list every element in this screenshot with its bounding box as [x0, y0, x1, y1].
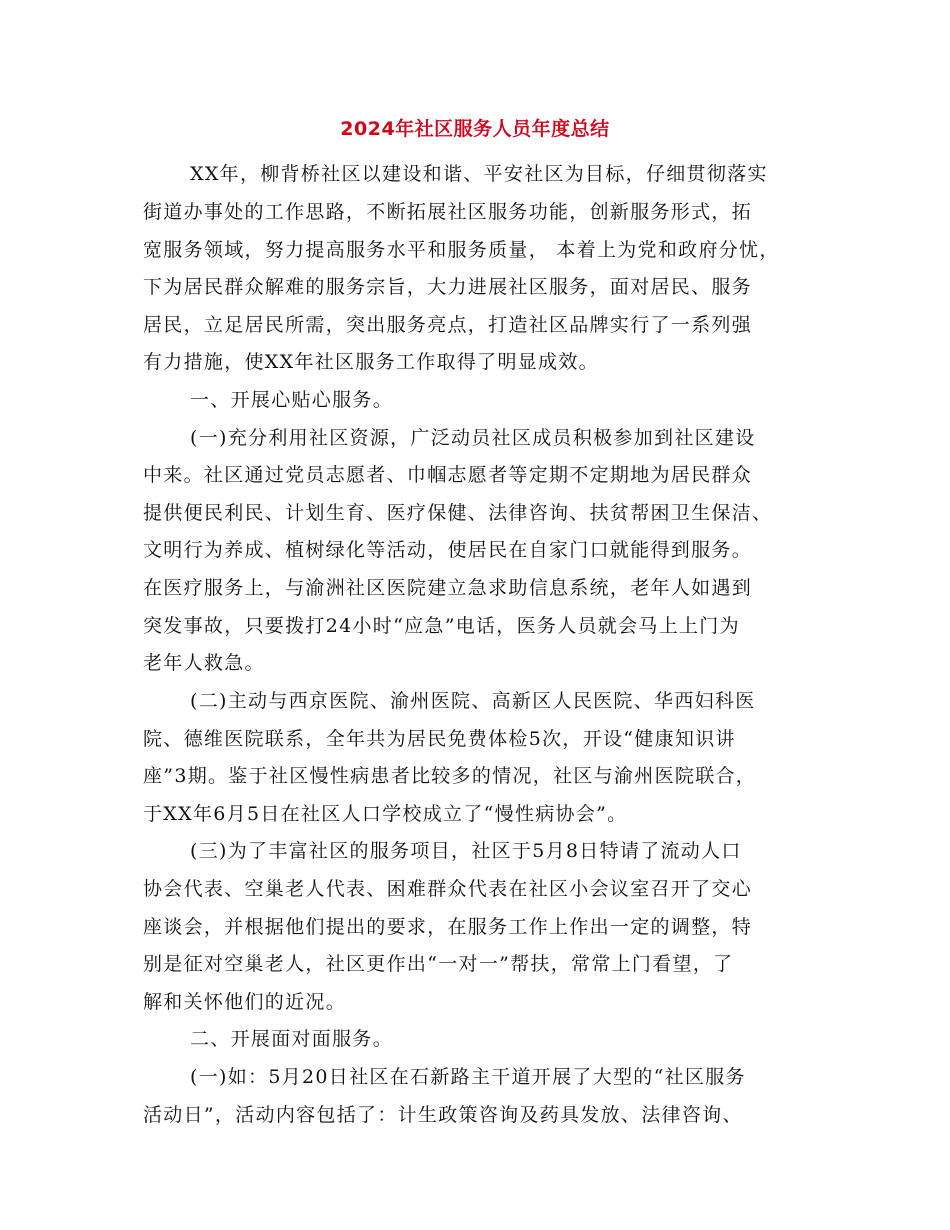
paragraph-line: 宽服务领域，努力提高服务水平和服务质量， 本着上为党和政府分忧，: [143, 239, 780, 261]
paragraph-line: 有力措施，使XX年社区服务工作取得了明显成效。: [143, 351, 599, 373]
paragraph-line: 下为居民群众解难的服务宗旨，大力进展社区服务，面对居民、服务: [143, 276, 753, 298]
paragraph-line: 老年人救急。: [143, 652, 265, 674]
paragraph-line: XX年，柳背桥社区以建设和谐、平安社区为目标，仔细贯彻落实: [190, 163, 768, 185]
paragraph-line: 提供便民利民、计划生育、医疗保健、法律咨询、扶贫帮困卫生保洁、: [143, 502, 773, 524]
paragraph-line: 座”3期。鉴于社区慢性病患者比较多的情况，社区与渝州医院联合，: [143, 765, 757, 787]
section-heading: 一、开展心贴心服务。: [190, 389, 394, 411]
paragraph-line: (一)如：5月20日社区在石新路主干道开展了大型的“社区服务: [190, 1066, 746, 1088]
section-heading: 二、开展面对面服务。: [190, 1028, 394, 1050]
paragraph-line: 在医疗服务上，与渝洲社区医院建立急求助信息系统，老年人如遇到: [143, 577, 753, 599]
paragraph-line: (二)主动与西京医院、渝州医院、高新区人民医院、华西妇科医: [190, 690, 756, 712]
document-title: 2024年社区服务人员年度总结: [340, 118, 610, 140]
paragraph-line: 中来。社区通过党员志愿者、巾帼志愿者等定期不定期地为居民群众: [143, 464, 753, 486]
paragraph-line: 文明行为养成、植树绿化等活动，使居民在自家门口就能得到服务。: [143, 539, 753, 561]
paragraph-line: 院、德维医院联系，全年共为居民免费体检5次，开设“健康知识讲: [143, 728, 736, 750]
paragraph-line: (三)为了丰富社区的服务项目，社区于5月8日特请了流动人口: [190, 840, 742, 862]
paragraph-line: 于XX年6月5日在社区人口学校成立了“慢性病协会”。: [143, 803, 628, 825]
paragraph-line: 解和关怀他们的近况。: [143, 991, 347, 1013]
paragraph-line: 座谈会，并根据他们提出的要求，在服务工作上作出一定的调整，特: [143, 916, 753, 938]
paragraph-line: 活动日”，活动内容包括了：计生政策咨询及药具发放、法律咨询、: [143, 1104, 743, 1126]
paragraph-line: (一)充分利用社区资源，广泛动员社区成员积极参加到社区建设: [190, 427, 756, 449]
paragraph-line: 街道办事处的工作思路，不断拓展社区服务功能，创新服务形式，拓: [143, 201, 753, 223]
paragraph-line: 别是征对空巢老人，社区更作出“一对一”帮扶，常常上门看望，了: [143, 953, 734, 975]
paragraph-line: 协会代表、空巢老人代表、困难群众代表在社区小会议室召开了交心: [143, 878, 753, 900]
paragraph-line: 居民，立足居民所需，突出服务亮点，打造社区品牌实行了一系列强: [143, 314, 753, 336]
paragraph-line: 突发事故，只要拨打24小时“应急”电话，医务人员就会马上上门为: [143, 615, 740, 637]
